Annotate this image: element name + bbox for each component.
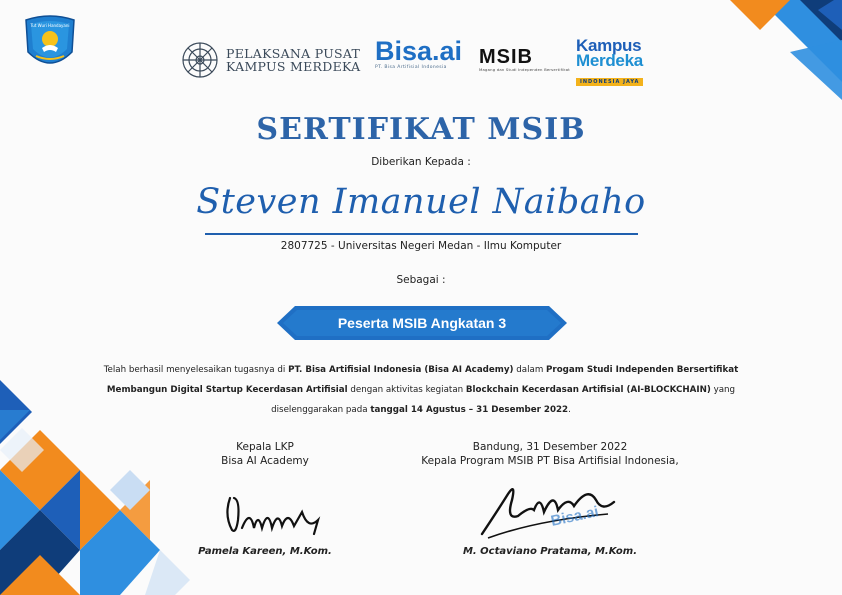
as-label: Sebagai : xyxy=(396,274,446,286)
kemdikbud-logo xyxy=(22,14,78,72)
pelaksana-pusat-logo xyxy=(180,40,360,80)
body-part-1: Telah berhasil menyelesaikan tugasnya di xyxy=(103,365,289,375)
right-signer-name: M. Octaviano Pratama, M.Kom. xyxy=(462,546,638,557)
bisa-ai-subtitle: PT. Bisa Artifisial Indonesia xyxy=(375,65,447,70)
recipient-name: Steven Imanuel Naibaho xyxy=(196,182,646,222)
kampus-merdeka-logo xyxy=(576,38,643,87)
body-program: Progam Studi Independen Bersertifikat Membangun Digital Startup Kecerdasan Artifisial xyxy=(106,365,739,395)
left-signer-name: Pamela Kareen, M.Kom. xyxy=(198,546,332,557)
pusat-line-2: KAMPUS MERDEKA xyxy=(226,59,361,74)
certificate-body xyxy=(100,360,742,420)
indonesia-jaya-tag: INDONESIA JAYA xyxy=(576,78,643,86)
body-part-4: yang diselenggarakan pada xyxy=(271,385,736,415)
mandala-icon xyxy=(180,40,220,80)
pelaksana-pusat-text xyxy=(226,47,360,73)
right-signer-title: Kepala Program MSIB PT Bisa Artifisial Indonesia, xyxy=(421,455,679,467)
recipient-info: 2807725 - Universitas Negeri Medan - Ilmu Komputer xyxy=(280,240,562,252)
bisa-ai-wordmark: Bisa.ai xyxy=(375,36,463,66)
body-part-3: dengan aktivitas kegiatan xyxy=(347,385,466,395)
given-to-label: Diberikan Kepada : xyxy=(371,156,471,168)
right-signature-block xyxy=(400,440,700,468)
certificate-title: SERTIFIKAT MSIB xyxy=(256,112,586,147)
name-underline xyxy=(205,233,638,235)
pusat-line-1: PELAKSANA PUSAT xyxy=(226,46,361,61)
left-signer-title-1: Kepala LKP xyxy=(236,441,294,453)
right-signature-image xyxy=(478,480,618,544)
body-org: PT. Bisa Artifisial Indonesia (Bisa AI Academy) xyxy=(288,365,514,375)
stamp-text: Bisa.ai xyxy=(549,503,601,530)
body-part-2: dalam xyxy=(513,365,547,375)
body-part-5: . xyxy=(568,405,571,415)
body-date-range: tanggal 14 Agustus – 31 Desember 2022 xyxy=(370,405,569,415)
left-signature-block xyxy=(180,440,350,468)
msib-wordmark: MSIB xyxy=(479,46,533,68)
msib-subtitle: Magang dan Studi Independen Bersertifikat xyxy=(479,67,570,72)
deco-top-right-blue2 xyxy=(790,40,842,100)
right-place-date: Bandung, 31 Desember 2022 xyxy=(472,441,628,453)
kemdikbud-motto: Tut Wuri Handayani xyxy=(30,23,70,28)
bisa-ai-logo xyxy=(375,38,462,70)
left-signature-image xyxy=(222,490,332,540)
msib-logo xyxy=(479,47,570,72)
kampus-word: Kampus xyxy=(576,36,642,55)
left-signer-title-2: Bisa AI Academy xyxy=(221,455,309,467)
role-label: Peserta MSIB Angkatan 3 xyxy=(337,315,507,331)
merdeka-word: Merdeka xyxy=(576,51,643,70)
body-activity: Blockchain Kecerdasan Artifisial (AI-BLOCKCHAIN) xyxy=(465,385,711,395)
